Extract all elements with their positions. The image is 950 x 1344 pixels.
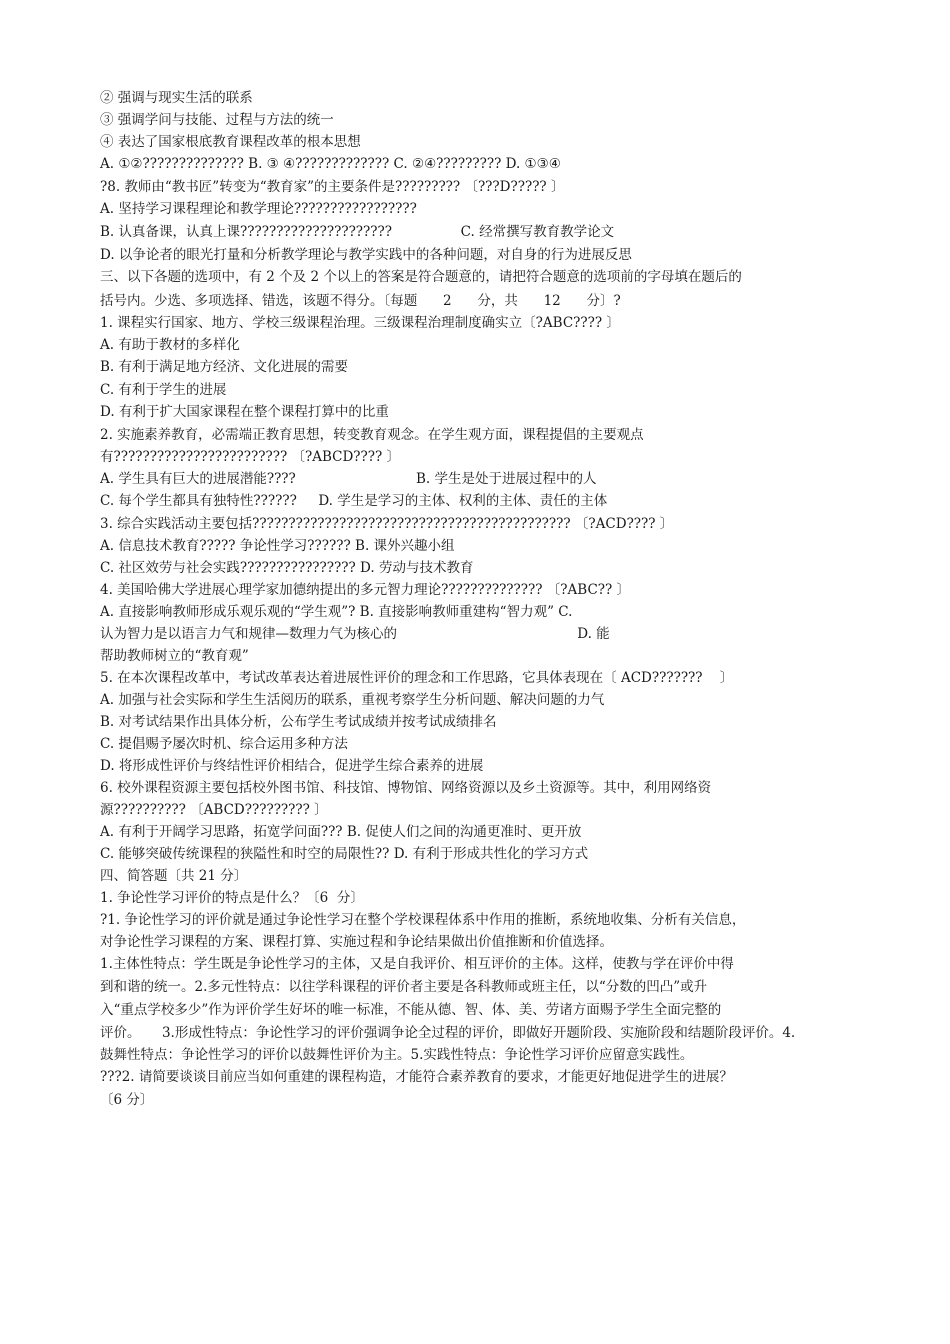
mq5-option-a: A. 加强与社会实际和学生生活阅历的联系，重视考察学生分析问题、解决问题的力气 [100,692,605,708]
mq1-option-b: B. 有利于满足地方经济、文化进展的需要 [100,359,349,375]
sa-answer-1-line-6: 评价。 3.形成性特点：争论性学习的评价强调争论全过程的评价，即做好开题阶段、实施阶段和结题阶段评价。4. [100,1025,796,1041]
section-3-heading: 三、以下各题的选项中，有 2 个及 2 个以上的答案是符合题意的，请把符合题意的选项前的字母填在题后的 [100,269,742,285]
sa-answer-1-line-2: 对争论性学习课程的方案、课程打算、实施过程和争论结果做出价值推断和价值选择。 [100,934,613,950]
mq-question-2-cont: 有???????????????????????? 〔?ABCD???? 〕 [100,449,401,465]
question-8: ?8. 教师由“教书匠”转变为“教育家”的主要条件是????????? 〔???D????? 〕 [100,179,565,195]
answer-choices-line: A. ①②?????????????? B. ③ ④????????????? C. ②④????????? D. ①③④ [100,156,561,172]
option-line-2: ② 强调与现实生活的联系 [100,90,253,106]
mq1-option-c: C. 有利于学生的进展 [100,382,227,398]
sa-question-2-points: 〔6 分〕 [100,1092,154,1108]
mq4-option-a-b: A. 直接影响教师形成乐观乐观的“学生观”? B. 直接影响教师重建构“智力观” C. [100,604,573,620]
section-4-heading: 四、简答题〔共 21 分〕 [100,868,248,884]
mq-question-2: 2. 实施素养教育，必需端正教育思想，转变教育观念。在学生观方面，课程提倡的主要观点 [100,427,644,443]
q8-option-b-c: B. 认真备课，认真上课????????????????????? C. 经常撰写教育教学论文 [100,224,615,240]
q8-option-d: D. 以争论者的眼光打量和分析教学理论与教学实践中的各种问题，对自身的行为进展反思 [100,247,632,263]
sa-answer-1-line-1: ?1. 争论性学习的评价就是通过争论性学习在整个学校课程体系中作用的推断，系统地收集、分析有关信息， [100,912,746,928]
sa-answer-1-line-4: 到和谐的统一。2.多元性特点：以往学科课程的评价者主要是各科教师或班主任，以“分数的凹凸”或升 [100,979,708,995]
q8-option-a: A. 坚持学习课程理论和教学理论????????????????? [100,201,417,217]
mq4-option-d: 帮助教师树立的“教育观” [100,648,249,664]
mq2-option-a-b: A. 学生具有巨大的进展潜能???? B. 学生是处于进展过程中的人 [100,471,597,487]
mq1-option-d: D. 有利于扩大国家课程在整个课程打算中的比重 [100,404,389,420]
mq-question-5: 5. 在本次课程改革中，考试改革表达着进展性评价的理念和工作思路，它具体表现在〔 ACD??????? 〕 [100,670,734,686]
mq5-option-d: D. 将形成性评价与终结性评价相结合，促进学生综合素养的进展 [100,758,484,774]
option-line-4: ④ 表达了国家根底教育课程改革的根本思想 [100,134,361,150]
option-line-3: ③ 强调学问与技能、过程与方法的统一 [100,112,334,128]
sa-answer-1-line-5: 入“重点学校多少”作为评价学生好坏的唯一标准，不能从德、智、体、美、劳诸方面赐予学生全面完整的 [100,1002,722,1018]
sa-answer-1-line-7: 鼓舞性特点：争论性学习的评价以鼓舞性评价为主。5.实践性特点：争论性学习评价应留意实践性。 [100,1047,694,1063]
mq2-option-c-d: C. 每个学生都具有独特性?????? D. 学生是学习的主体、权利的主体、责任的主体 [100,493,608,509]
section-3-instructions: 括号内。少选、多项选择、错选，该题不得分。〔每题 2 分，共 12 分〕? [100,293,621,309]
sa-answer-1-line-3: 1.主体性特点：学生既是争论性学习的主体，又是自我评价、相互评价的主体。这样，使教与学在评价中得 [100,956,734,972]
mq5-option-b: B. 对考试结果作出具体分析，公布学生考试成绩并按考试成绩排名 [100,714,497,730]
mq-question-6-cont: 源?????????? 〔ABCD????????? 〕 [100,802,328,818]
mq3-option-a-b: A. 信息技术教育????? 争论性学习?????? B. 课外兴趣小组 [100,538,455,554]
mq-question-1: 1. 课程实行国家、地方、学校三级课程治理。三级课程治理制度确实立〔?ABC???? 〕 [100,315,620,331]
mq5-option-c: C. 提倡赐予屡次时机、综合运用多种方法 [100,736,348,752]
sa-question-2: ???2. 请简要谈谈目前应当如何重建的课程构造，才能符合素养教育的要求，才能更好地促进学生的进展？ [100,1069,733,1085]
mq-question-6: 6. 校外课程资源主要包括校外图书馆、科技馆、博物馆、网络资源以及乡土资源等。其中，利用网络资 [100,780,712,796]
mq6-option-c-d: C. 能够突破传统课程的狭隘性和时空的局限性?? D. 有利于形成共性化的学习方式 [100,846,589,862]
mq4-option-c: 认为智力是以语言力气和规律—数理力气为核心的 D. 能 [100,626,610,642]
mq3-option-c-d: C. 社区效劳与社会实践???????????????? D. 劳动与技术教育 [100,560,474,576]
mq1-option-a: A. 有助于教材的多样化 [100,337,240,353]
mq-question-4: 4. 美国哈佛大学进展心理学家加德纳提出的多元智力理论?????????????? 〔?ABC?? 〕 [100,582,631,598]
mq6-option-a-b: A. 有利于开阔学习思路，拓宽学问面??? B. 促使人们之间的沟通更准时、更开放 [100,824,582,840]
mq-question-3: 3. 综合实践活动主要包括???????????????????????????????????????????? 〔?ACD???? 〕 [100,516,674,532]
sa-question-1: 1. 争论性学习评价的特点是什么？〔6 分〕 [100,890,364,906]
